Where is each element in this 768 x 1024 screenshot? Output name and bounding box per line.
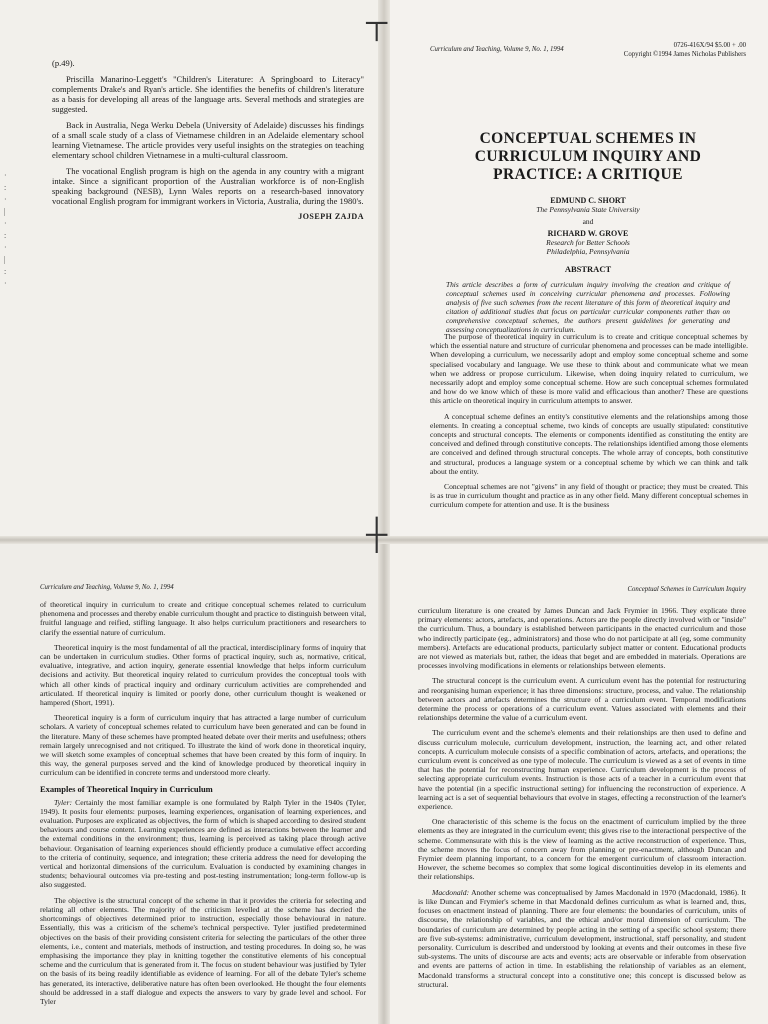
title-line-2: CURRICULUM INQUIRY AND bbox=[474, 148, 702, 165]
abstract-heading: ABSTRACT bbox=[564, 264, 612, 274]
body-d4: One characteristic of this scheme is the focus on the enactment of curriculum implied by the three elements as they are integrated in the curriculum event; this gives rise to the interactional perspective of the scheme. Commensurate with this is the view of learning as the active reconstruction of experience. Thus, the scheme moves the focus of concern away from planning or pre-enactment, although Duncan and Frymier deem planning important, to a concern for the emergent curriculum of classroom interaction. However, the scheme becomes so complex that some logical discontinuities develop in its elements and their relationships. bbox=[418, 817, 746, 882]
author-1-affiliation: The Pennsylvania State University bbox=[536, 205, 640, 214]
body-p3: Conceptual schemes are not "givens" in any field of thought or practice; they must be created. This is as true in curriculum thought and practice as in any other field. Many different conceptual schemes in curriculum compete for attention and use. It is the business bbox=[430, 482, 748, 510]
body-p1: The purpose of theoretical inquiry in curriculum is to create and critique conceptual schemes by which the essential nature and structure of curricular phenomena and processes can be made intelligible. When developing a curriculum, we necessarily adopt and employ some conceptual scheme and some specialised vocabulary and language. We use these to think about and communicate what we mean when we address or propose curriculum. Likewise, when doing inquiry related to curriculum, we necessarily adopt and employ some conceptual scheme. How are such conceptual schemes formulated and how do we know which of these is more valid and efficacious than another? These are questions this article on theoretical inquiry in curriculum attempts to answer. bbox=[430, 332, 748, 406]
author-2-affiliation-b: Philadelphia, Pennsylvania bbox=[546, 247, 630, 256]
copyright-line: Copyright ©1994 James Nicholas Publishers bbox=[623, 51, 746, 58]
journal-header-left: Curriculum and Teaching, Volume 9, No. 1, 1994 bbox=[40, 584, 174, 591]
binding-mark-bottom: ┼ bbox=[366, 518, 388, 551]
gutter-top bbox=[378, 0, 390, 540]
body-c5: The objective is the structural concept of the scheme in that it provides the criteria for selecting and relating all other elements. The majority of the criticism levelled at the scheme has decried the shortcomings of objectives determined prior to instruction, especially those behavioural in nature. Essentially, this was a criticism of the scheme's technical perspective. Tyler justified predetermined objectives on the basis of their providing consistent criteria for selecting the particulars of the other three elements, i.e., content and materials, methods of instruction, and testing procedures. In doing so, he was emphasising the importance they play in knitting together the constitutive elements of his conceptual scheme and the curriculum that is generated from it. The focus on student behaviour was justified by Tyler on the basis of its being readily identifiable as evidence of learning. For all of the debate Tyler's scheme has generated, its interactive, deliberative nature has often been overlooked. He thought the four elements should be addressed in a staff dialogue and expects the answers to vary by grade level and school. For Tyler bbox=[40, 895, 366, 1006]
tyler-lead: Tyler: bbox=[54, 797, 72, 807]
body-d1: curriculum literature is one created by James Duncan and Jack Frymier in 1966. They explicate three primary elements: actors, artefacts, and operations. Actors are the people directly involved with or "inside" the curriculum. Thus, a boundary is established between participants in the enacted curriculum and those who indirectly participate (eg., administrators) and those who do not participate at all (eg, some community members). Artefacts are educational products, particularly subject matter or content. Educational products are not viewed as materials but, rather, the ideas that beget and are embedded in materials. Operations are processes involving modifications in elements or relationships between elements. bbox=[418, 606, 746, 671]
gutter-bottom bbox=[378, 540, 390, 1024]
running-header: Conceptual Schemes in Curriculum Inquiry bbox=[627, 586, 746, 593]
page-bottom-right bbox=[384, 540, 768, 1024]
issn-line: 0726-416X/94 $5.00 + .00 bbox=[673, 42, 746, 49]
margin-marks: · : · | · : · | : · bbox=[4, 171, 7, 288]
page-bottom-left bbox=[0, 540, 384, 1024]
editor-signature: JOSEPH ZAJDA bbox=[298, 212, 364, 221]
body-d3: The curriculum event and the scheme's elements and their relationships are then used to define and discuss curriculum molecule, curriculum development, instruction, the learning act, and other related concepts. A curriculum molecule consists of a specific combination of actors, artefacts, and operations; the curriculum event is conceived as one type of molecule. The curriculum is viewed as a set of events in time that has the potential for reconstructing human experience. Curriculum development is the process of selecting appropriate curriculum events. Instruction is those acts of a teacher in a curriculum event that have the potential (in a specific instructional setting) for influencing the reconstruction of experience. A learning act is a set of sequential behaviours that evolve in stages, effecting a reconstruction of the learner's experience. bbox=[418, 728, 746, 812]
body-c2: Theoretical inquiry is the most fundamental of all the practical, interdisciplinary forms of inquiry that can be undertaken in curriculum studies. Other forms of practical inquiry, such as, normative, critical, evaluative, integrative, and action inquiry, generate essential knowledge that helps inform curriculum decisions and activity. But theoretical inquiry related to curriculum provides the conceptual tools with which all other kinds of practical inquiry and ordinary curriculum activities are comprehended and articulated. If theoretical inquiry is limited or poorly done, other curriculum thought is weakened or hampered (Short, 1991). bbox=[40, 642, 366, 708]
page-top-right bbox=[384, 0, 768, 540]
article-title bbox=[430, 130, 746, 184]
article-body bbox=[430, 332, 748, 516]
title-line-1: CONCEPTUAL SCHEMES IN bbox=[479, 130, 697, 147]
author-and: and bbox=[582, 217, 594, 226]
article-body-right bbox=[418, 606, 746, 995]
page-top-left bbox=[0, 0, 384, 540]
body-c3: Theoretical inquiry is a form of curriculum inquiry that has attracted a large number of curriculum scholars. A variety of conceptual schemes related to curriculum have been generated and can be found in the literature. Many of these schemes have prompted heated debate over their merits and usefulness; others remain largely unrecognised and not critiqued. To illustrate the kind of work done in theoretical inquiry, we will sketch some examples of conceptual schemes that have been created by this form of inquiry. In this way, the general purposes served and the kind of knowledge produced by theoretical inquiry in curriculum can be identified in concrete terms and understood more clearly. bbox=[40, 713, 366, 778]
editorial-p1: Priscilla Manarino-Leggett's "Children's Literature: A Springboard to Literacy" complements Drake's and Ryan's article. She identifies the benefits of children's literature as a basis for developing all areas of the language arts. Several methods and strategies are suggested. bbox=[52, 74, 364, 114]
section-heading: Examples of Theoretical Inquiry in Curriculum bbox=[40, 783, 213, 794]
editorial-p2: Back in Australia, Nega Werku Debela (University of Adelaide) discusses his findings of a small scale study of a class of Vietnamese children in an Adelaide elementary school learning Vietnamese. The article provides very useful insights on the strategies on teaching elementary school children Vietnamese in a multi-cultural classroom. bbox=[52, 120, 364, 160]
author-1: EDMUND C. SHORT bbox=[550, 196, 626, 205]
editorial-text bbox=[52, 58, 364, 221]
body-d5: Another scheme was conceptualised by James Macdonald in 1970 (Macdonald, 1986). It is like Duncan and Frymier's scheme in that Macdonald defines curriculum as what is learned and, thus, focuses on enactment instead of planning. There are four elements: the boundaries of curriculum, units of discourse, the relationship of variables, and the ethical and/or moral dimension of curriculum. The boundaries of curriculum are determined by people acting in the setting of a specific school system; there are five sub-systems: administrative, curriculum development, instructional, staff personality, and student personality. Curriculum is described and understood by looking at events and their outcomes in these five sub-systems. The units of discourse are acts and events; acts are observable or inferable from observation and events are patterns of action in time. In establishing the relationship of variables as an element, Macdonald transforms a structural concept into a constitutive one; this concept is discussed below as structural. bbox=[418, 887, 746, 989]
editorial-p0: (p.49). bbox=[52, 58, 75, 68]
body-c1: of theoretical inquiry in curriculum to create and critique conceptual schemes related to curriculum phenomena and processes and thereby enable curriculum thought and practice to distinguish between vital, fruitful language and reified, stifling language. It also helps curriculum practitioners and researchers to clarify the essential nature of curriculum. bbox=[40, 600, 366, 637]
macdonald-lead: Macdonald: bbox=[432, 887, 470, 897]
author-block bbox=[430, 196, 746, 256]
author-2-affiliation-a: Research for Better Schools bbox=[546, 238, 630, 247]
editorial-p3: The vocational English program is high on the agenda in any country with a migrant intake. Since a significant proportion of the Australian workforce is of non-English speaking background (NESB), Lynn Wales reports on a research-based innovatory vocational English program for immigrant workers in Victoria, Australia, during the 1980's. bbox=[52, 166, 364, 206]
author-2: RICHARD W. GROVE bbox=[547, 229, 629, 238]
journal-header: Curriculum and Teaching, Volume 9, No. 1, 1994 bbox=[430, 46, 564, 53]
body-c4: Certainly the most familiar example is one formulated by Ralph Tyler in the 1940s (Tyler, 1949). It posits four elements: purposes, learning experiences, organisation of learning experiences, and evaluation. Purposes are explicated as objectives, the form of which is shaped according to desired student behaviours and course content. Learning experiences are defined as interactions between the learner and the external conditions in the environment; thus, learning is perceived as taking place through active behaviour. Organisation of learning experiences should efficiently produce a cumulative effect according to the criteria of continuity, sequence, and integration; these criteria address the need for developing the vertical and horizontal dimensions of the curriculum. Evaluation is conducted by examining changes in students; behavioural outcomes via pre-testing and post-testing instrumentation; long-term follow-up is also suggested. bbox=[40, 797, 366, 890]
article-body-continued bbox=[40, 600, 366, 1012]
title-line-3: PRACTICE: A CRITIQUE bbox=[493, 166, 683, 183]
abstract-block bbox=[446, 264, 730, 334]
binding-mark-top: ┬ bbox=[366, 6, 388, 39]
body-d2: The structural concept is the curriculum event. A curriculum event has the potential for restructuring and reorganising human experience; it has three dimensions: structure, process, and value. The relationship between actors and artefacts determines the structure of a curriculum event. Temporal modifications determine the process or operations of a curriculum event. Values associated with elements and their relationships determine the value of a curriculum event. bbox=[418, 676, 746, 723]
body-p2: A conceptual scheme defines an entity's constitutive elements and the relationships among those elements. In creating a conceptual scheme, two kinds of concepts are usually stipulated: constitutive concepts and structural concepts. The elements or components identified as constituting the entity are conceived and defined through constitutive concepts. The relationships identified among those elements are conceived and defined through structural concepts. The whole array of concepts, both constitutive and structural, produces a language system or a conceptual scheme by which we can think and talk about the entity. bbox=[430, 411, 748, 476]
abstract-text: This article describes a form of curriculum inquiry involving the creation and critique of conceptual schemes used in conceiving curricular phenomena and processes. Following analysis of five such schemes from the recent literature of this form of theoretical inquiry and citation of additional studies that focus on particular curricular components rather than on comprehensive conceptual schemes, the authors present guidelines for generating and assessing conceptualizations in curriculum. bbox=[446, 280, 730, 334]
